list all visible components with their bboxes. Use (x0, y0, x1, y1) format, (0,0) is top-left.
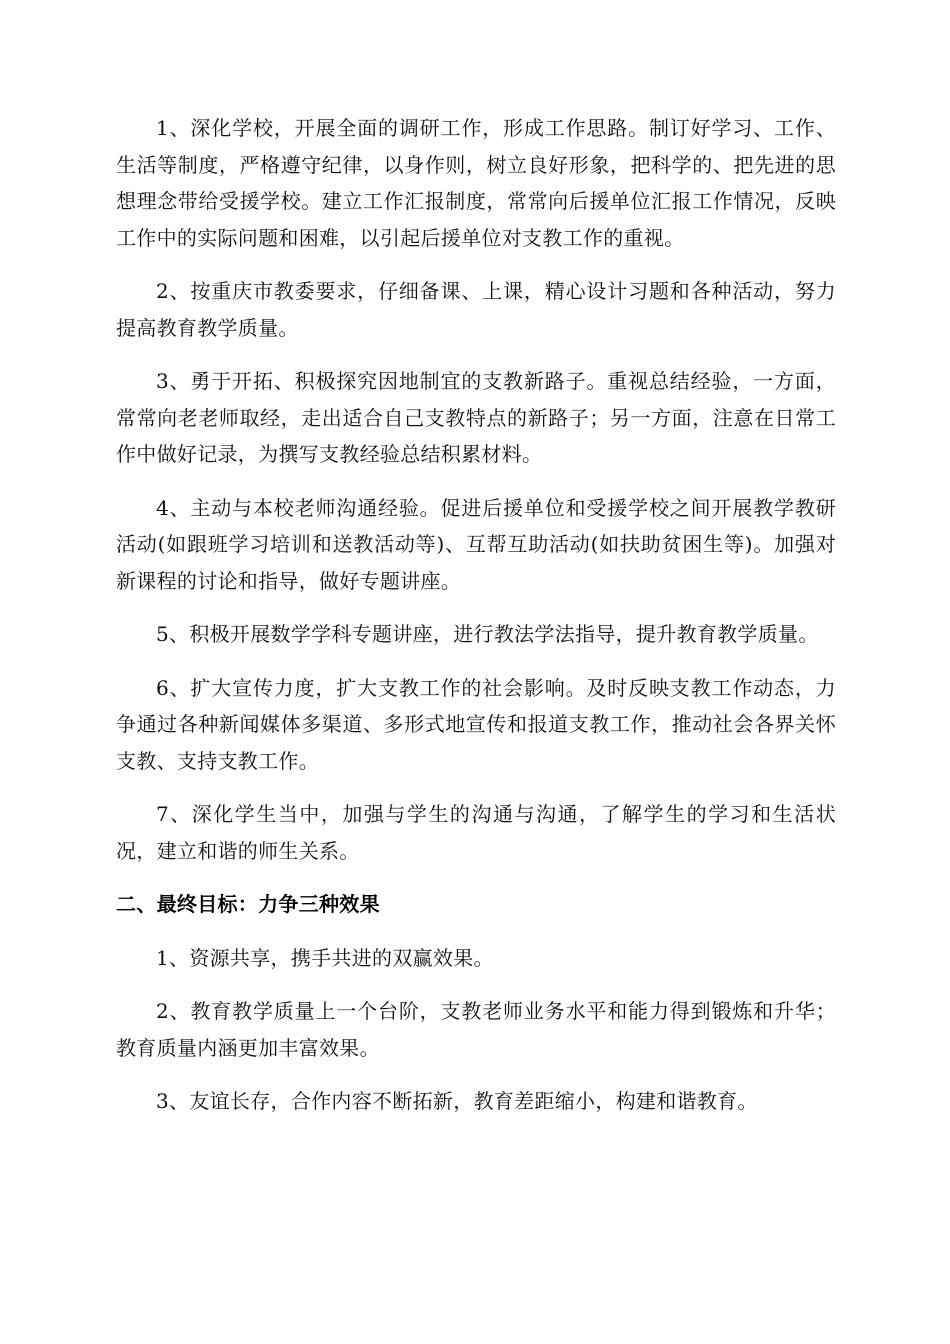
goal-paragraph-3: 3、友谊长存，合作内容不断拓新，教育差距缩小，构建和谐教育。 (156, 1089, 758, 1113)
document-body (116, 110, 836, 1137)
paragraph-4: 4、主动与本校老师沟通经验。促进后援单位和受援学校之间开展教学教研活动(如跟班学习培训和送教活动等)、互帮互助活动(如扶助贫困生等)。加强对新课程的讨论和指导，做好专题讲座。 (116, 495, 836, 593)
paragraph-2: 2、按重庆市教委要求，仔细备课、上课，精心设计习题和各种活动，努力提高教育教学质量。 (116, 279, 836, 340)
paragraph-1: 1、深化学校，开展全面的调研工作，形成工作思路。制订好学习、工作、生活等制度，严格遵守纪律，以身作则，树立良好形象，把科学的、把先进的思想理念带给受援学校。建立工作汇报制度，常常向后援单位汇报工作情况，反映工作中的实际问题和困难，以引起后援单位对支教工作的重视。 (116, 116, 836, 250)
paragraph-3: 3、勇于开拓、积极探究因地制宜的支教新路子。重视总结经验，一方面，常常向老老师取经，走出适合自己支教特点的新路子；另一方面，注意在日常工作中做好记录，为撰写支教经验总结积累材料。 (116, 369, 836, 466)
paragraph-6: 6、扩大宣传力度，扩大支教工作的社会影响。及时反映支教工作动态，力争通过各种新闻媒体多渠道、多形式地宣传和报道支教工作，推动社会各界关怀支教、支持支教工作。 (116, 675, 836, 773)
section-heading: 二、最终目标：力争三种效果 (116, 892, 380, 916)
paragraph-5: 5、积极开展数学学科专题讲座，进行教法学法指导，提升教育教学质量。 (156, 622, 819, 646)
goal-paragraph-1: 1、资源共享，携手共进的双赢效果。 (156, 945, 494, 970)
paragraph-7: 7、深化学生当中，加强与学生的沟通与沟通，了解学生的学习和生活状况，建立和谐的师生关系。 (116, 802, 836, 863)
goal-paragraph-2: 2、教育教学质量上一个台阶，支教老师业务水平和能力得到锻炼和升华；教育质量内涵更加丰富效果。 (116, 999, 836, 1060)
